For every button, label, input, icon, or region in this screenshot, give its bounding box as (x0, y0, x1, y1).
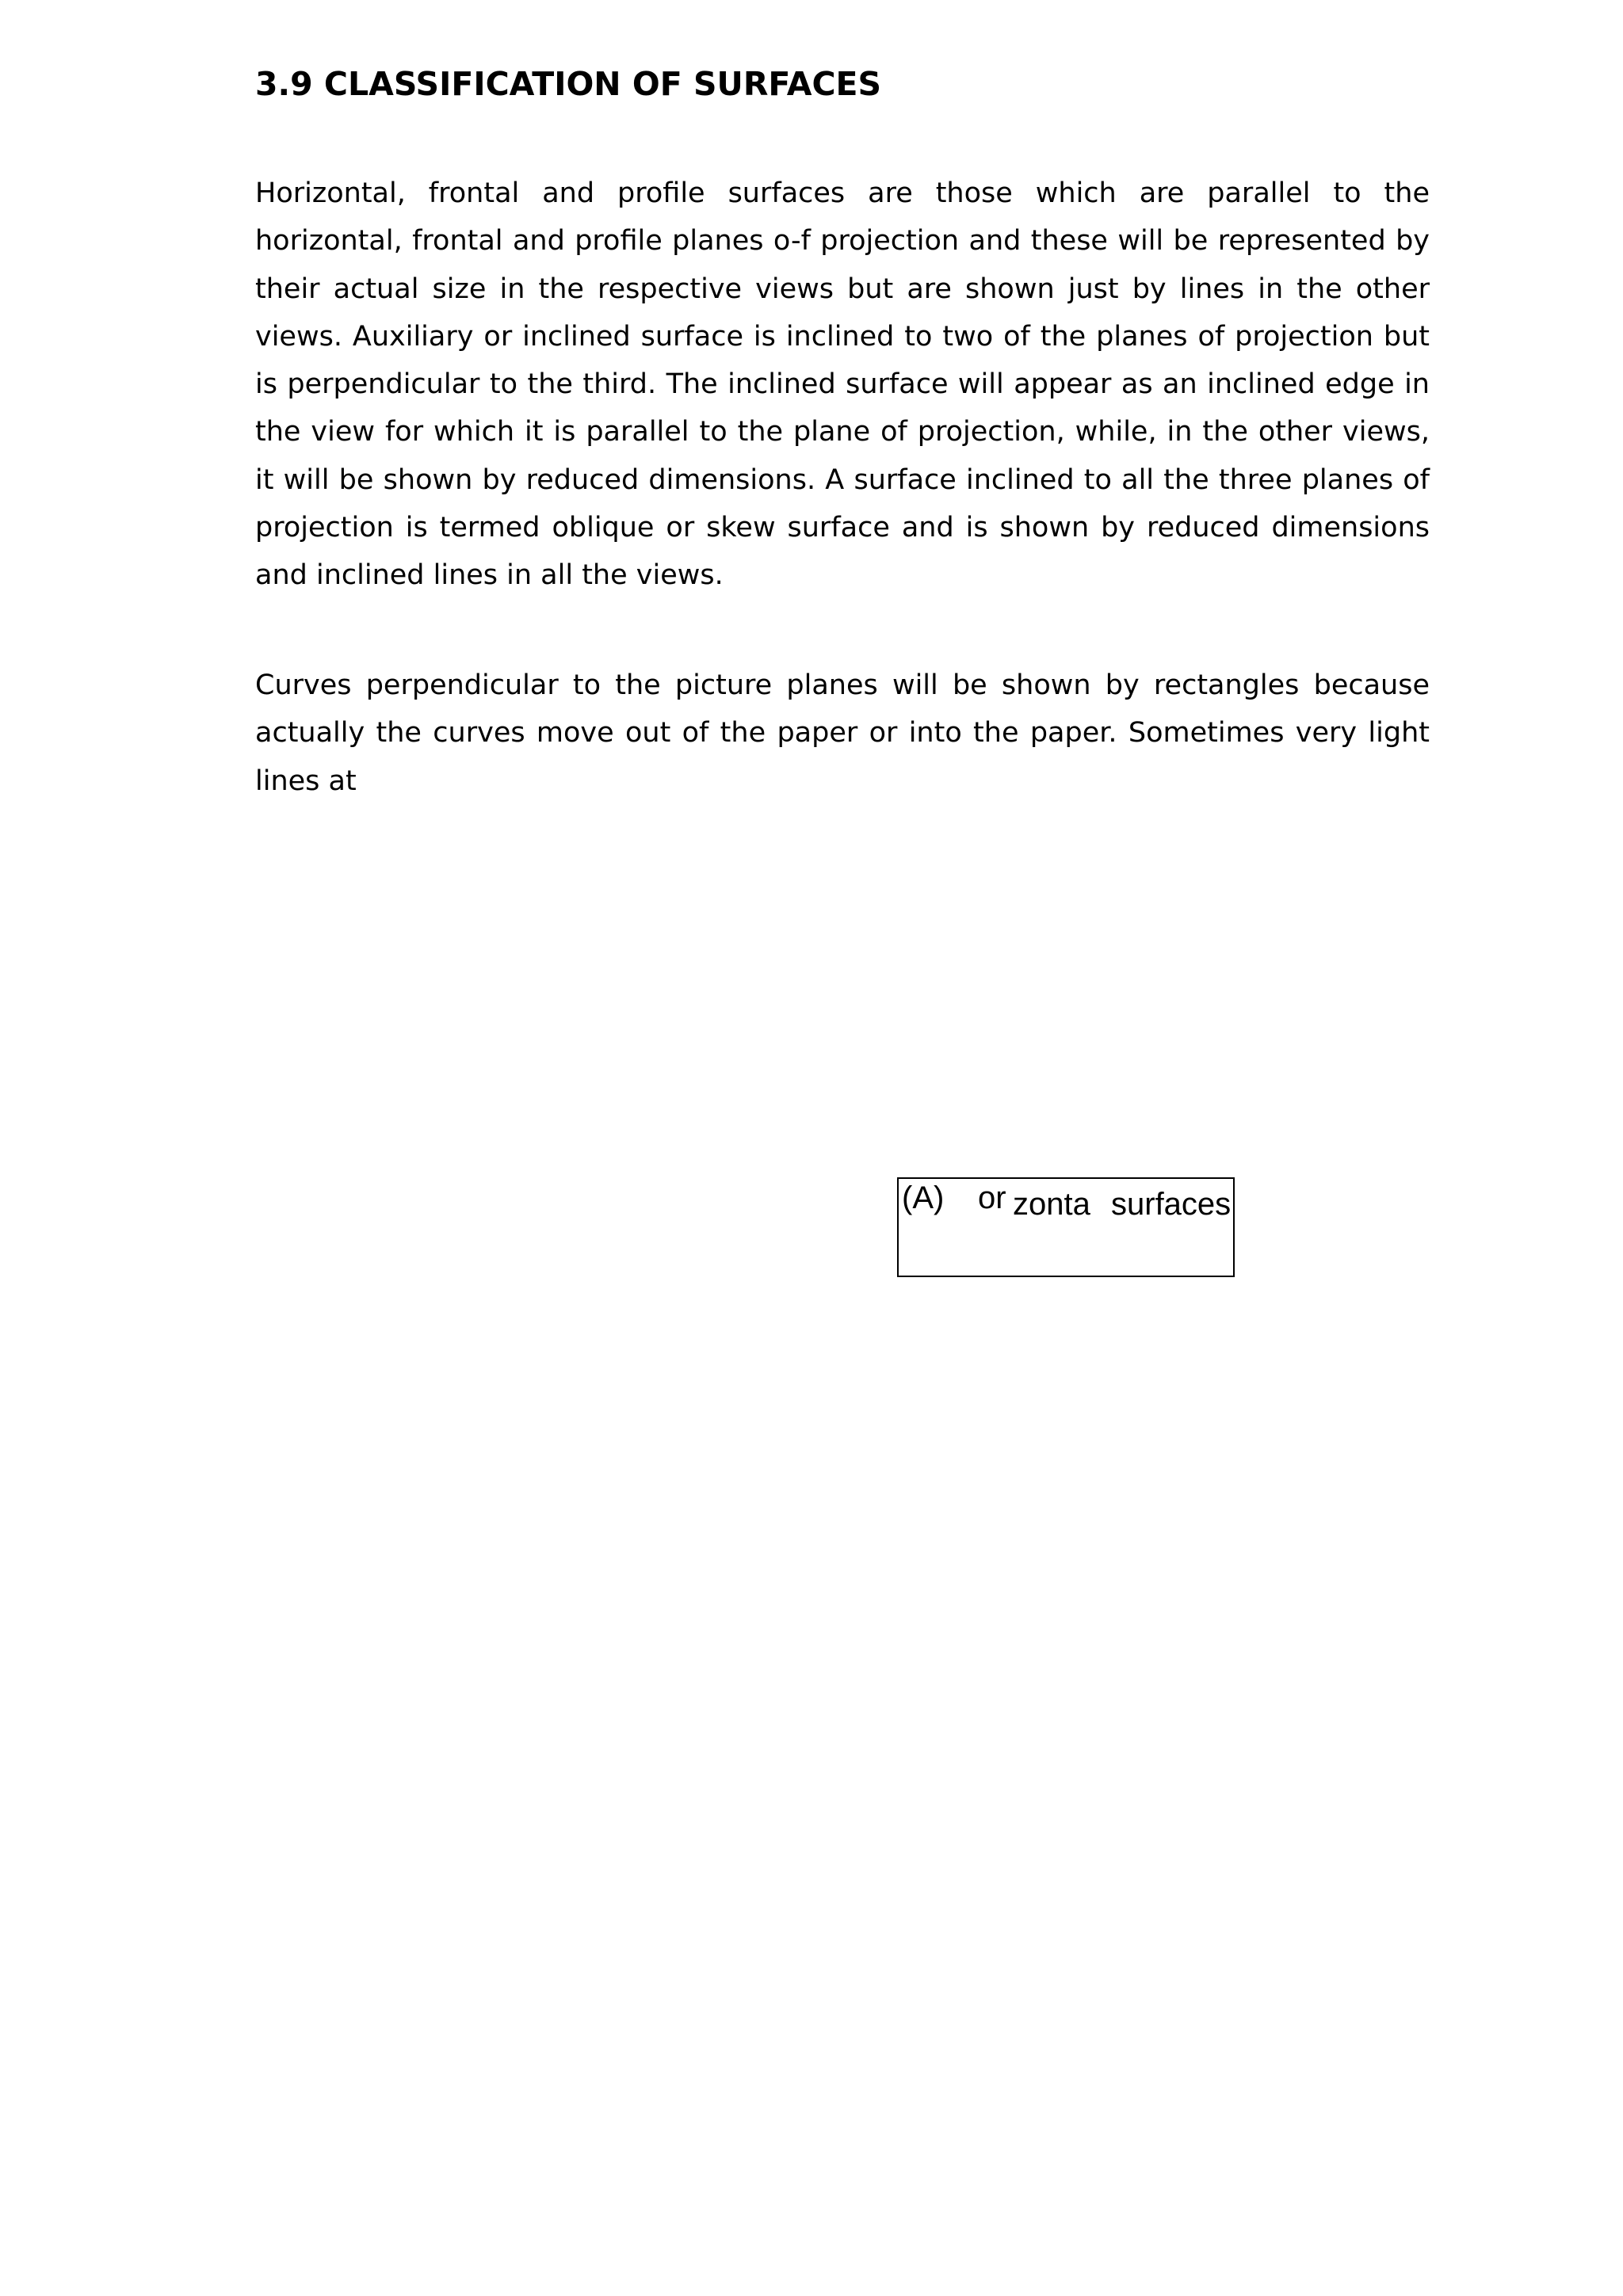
section-heading: 3.9 CLASSIFICATION OF SURFACES (255, 65, 882, 103)
figure-caption-word-2: zonta (1013, 1187, 1090, 1222)
body-paragraph-1: Horizontal, frontal and profile surfaces are those which are parallel to the horizontal, frontal and profile planes o-f projection and these will be represented by their actual size in the respective views but are shown just by lines in the other views. Auxiliary or inclined surface is inclined to two of the planes of projection but is perpendicular to the third. The inclined surface will appear as an inclined edge in the view for which it is parallel to the plane of projection, while, in the other views, it will be shown by reduced dimensions. A surface inclined to all the three planes of projection is termed oblique or skew surface and is shown by reduced dimensions and inclined lines in all the views. (255, 177, 1430, 592)
figure-caption-label: (A) (902, 1180, 945, 1215)
body-paragraph-2: Curves perpendicular to the picture planes will be shown by rectangles because actually the curves move out of the paper or into the paper. Sometimes very light lines at (255, 669, 1430, 797)
figure-caption-word-1: or (978, 1180, 1006, 1215)
figure-caption-box (897, 1177, 1235, 1277)
figure-caption-word-3: surfaces (1111, 1187, 1232, 1222)
